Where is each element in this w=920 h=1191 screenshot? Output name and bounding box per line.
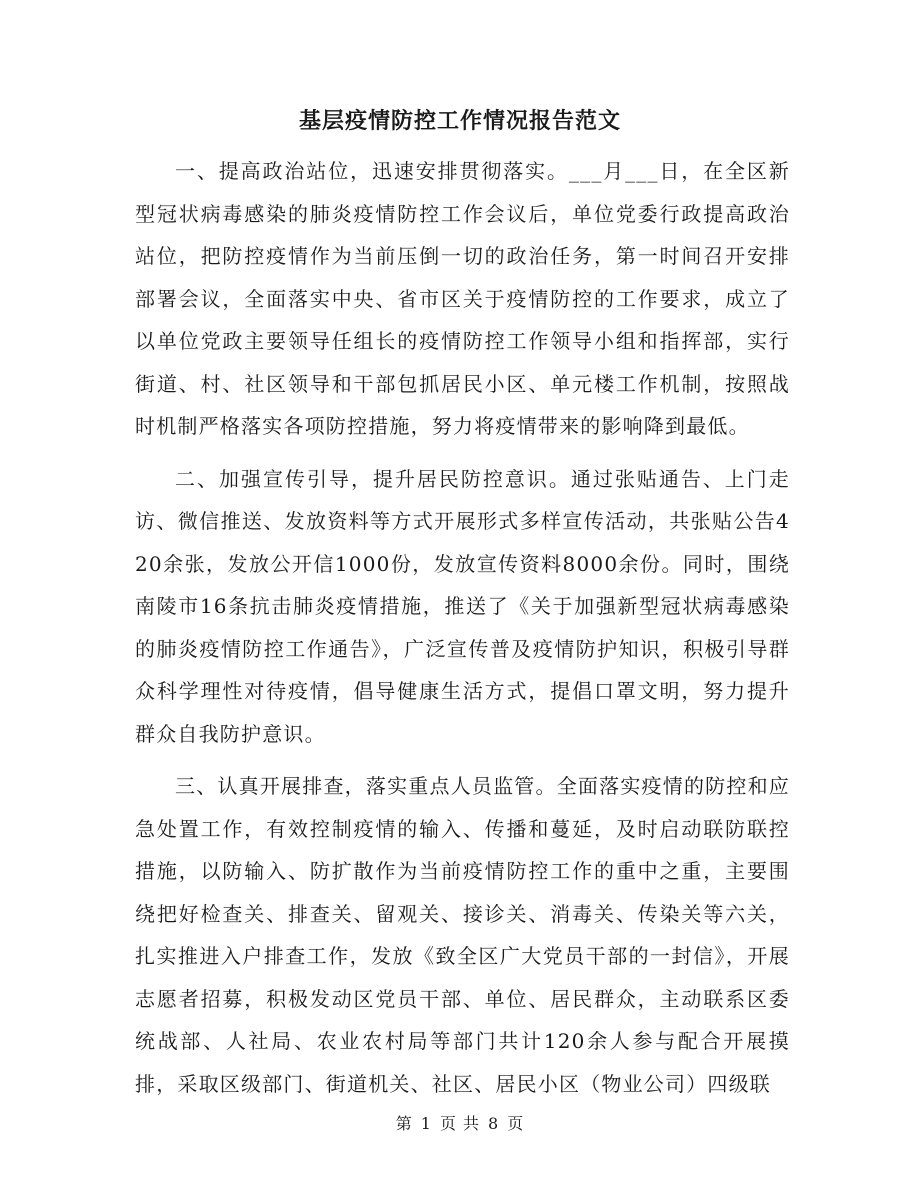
paragraph-3: 三、认真开展排查，落实重点人员监管。全面落实疫情的防控和应急处置工作，有效控制疫情的输入、传播和蔓延，及时启动联防联控措施，以防输入、防扩散作为当前疫情防控工作的重中之重，主要围绕把好检查关、排查关、留观关、接诊关、消毒关、传染关等六关，扎实推进入户排查工作，发放《致全区广大党员干部的一封信》，开展志愿者招募，积极发动区党员干部、单位、居民群众，主动联系区委统战部、人社局、农业农村局等部门共计120余人参与配合开展摸排，采取区级部门、街道机关、社区、居民小区（物业公司）四级联 [135,774,790,1096]
paragraph-1: 一、提高政治站位，迅速安排贯彻落实。___月___日，在全区新型冠状病毒感染的肺炎疫情防控工作会议后，单位党委行政提高政治站位，把防控疫情作为当前压倒一切的政治任务，第一时间召开安排部署会议，全面落实中央、省市区关于疫情防控的工作要求，成立了以单位党政主要领导任组长的疫情防控工作领导小组和指挥部，实行街道、村、社区领导和干部包抓居民小区、单元楼工作机制，按照战时机制严格落实各项防控措施，努力将疫情带来的影响降到最低。 [135,159,790,438]
document-body [135,150,790,1115]
footer-suffix: 页 [507,1114,525,1133]
footer-page-number: 1 [420,1114,432,1133]
page-footer [0,1112,920,1136]
footer-prefix: 第 [395,1114,413,1133]
paragraph-2: 二、加强宣传引导，提升居民防控意识。通过张贴通告、上门走访、微信推送、发放资料等方式开展形式多样宣传活动，共张贴公告420余张，发放公开信1000份，发放宣传资料8000余份。同时，围绕南陵市16条抗击肺炎疫情措施，推送了《关于加强新型冠状病毒感染的肺炎疫情防控工作通告》，广泛宣传普及疫情防护知识，积极引导群众科学理性对待疫情，倡导健康生活方式，提倡口罩文明，努力提升群众自我防护意识。 [135,466,790,746]
footer-total-pages: 8 [488,1114,500,1133]
document-title: 基层疫情防控工作情况报告范文 [298,108,621,134]
footer-middle: 页 共 [439,1114,481,1133]
